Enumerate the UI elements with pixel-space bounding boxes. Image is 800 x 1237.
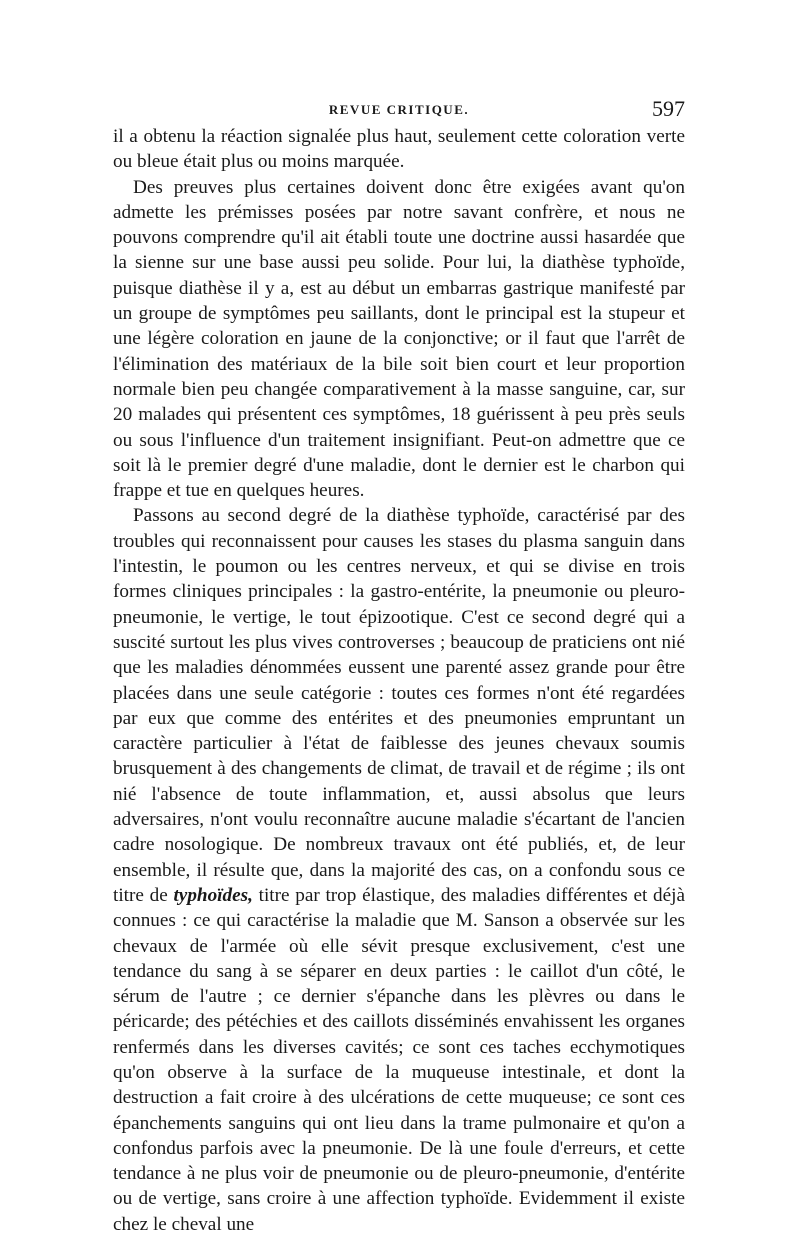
- italic-term-typhoides: typhoïdes,: [173, 884, 253, 906]
- page-number: 597: [652, 96, 685, 121]
- page-header: [113, 96, 685, 124]
- paragraph-1: il a obtenu la réaction signalée plus haut, seulement cette coloration verte ou bleue était plus ou moins marquée.: [113, 126, 685, 173]
- document-page: [113, 96, 685, 1237]
- paragraph-3-part-2: titre par trop élastique, des maladies différentes et déjà connues : ce qui caractérise la maladie que M. Sanson a observée sur les chevaux de l'armée où elle sévit presque exclusivement, c'est une tendance du sang à se séparer en deux parties : le caillot d'un côté, le sérum de l'autre ; ce dernier s'épanche dans les plèvres ou dans le péricarde; des pétéchies et des caillots disséminés envahissent les organes renfermés dans les diverses cavités; ce sont ces taches ecchymotiques qu'on observe à la surface de la muqueuse intestinale, et dont la destruction a fait croire à des ulcérations de cette muqueuse; ce sont ces épanchements sanguins qui ont lieu dans la trame pulmonaire et qu'on a confondus parfois avec la pneumonie. De là une foule d'erreurs, et cette tendance à ne plus voir de pneumonie ou de pleuro-pneumonie, d'entérite ou de vertige, sans croire à une affection typhoïde. Evidemment il existe chez le cheval une: [113, 884, 685, 1235]
- paragraph-3-part-1: Passons au second degré de la diathèse typhoïde, caractérisé par des troubles qui reconnaissent pour causes les stases du plasma sanguin dans l'intestin, le poumon ou les centres nerveux, et qui se divise en trois formes cliniques principales : la gastro-entérite, la pneumonie ou pleuro-pneumonie, le vertige, le tout épizootique. C'est ce second degré qui a suscité surtout les plus vives controverses ; beaucoup de praticiens ont nié que les maladies dénommées eussent une parenté assez grande pour être placées dans une seule catégorie : toutes ces formes n'ont été regardées par eux que comme des entérites et des pneumonies empruntant un caractère particulier à l'état de faiblesse des jeunes chevaux soumis brusquement à des changements de climat, de travail et de régime ; ils ont nié l'absence de toute inflammation, et, aussi absolus que leurs adversaires, n'ont voulu reconnaître aucune maladie s'écartant de l'ancien cadre nosologique. De nombreux travaux ont été publiés, et, de leur ensemble, il résulte que, dans la majorité des cas, on a confondu sous ce titre de: [113, 505, 685, 906]
- paragraph-2: Des preuves plus certaines doivent donc être exigées avant qu'on admette les prémisses posées par notre savant confrère, et nous ne pouvons comprendre qu'il ait établi toute une doctrine aussi hasardée que la sienne sur une base aussi peu solide. Pour lui, la diathèse typhoïde, puisque diathèse il y a, est au début un embarras gastrique manifesté par un groupe de symptômes peu saillants, dont le principal est la stupeur et une légère coloration en jaune de la conjonctive; or il faut que l'arrêt de l'élimination des matériaux de la bile soit bien court et leur proportion normale bien peu changée comparativement à la masse sanguine, car, sur 20 malades qui présentent ces symptômes, 18 guérissent à peu près seuls ou sous l'influence d'un traitement insignifiant. Peut-on admettre que ce soit là le premier degré d'une maladie, dont le dernier est le charbon qui frappe et tue en quelques heures.: [113, 176, 685, 502]
- paragraph-3: [113, 503, 685, 1237]
- body-text: [113, 124, 685, 1237]
- running-head: REVUE CRITIQUE.: [328, 102, 470, 117]
